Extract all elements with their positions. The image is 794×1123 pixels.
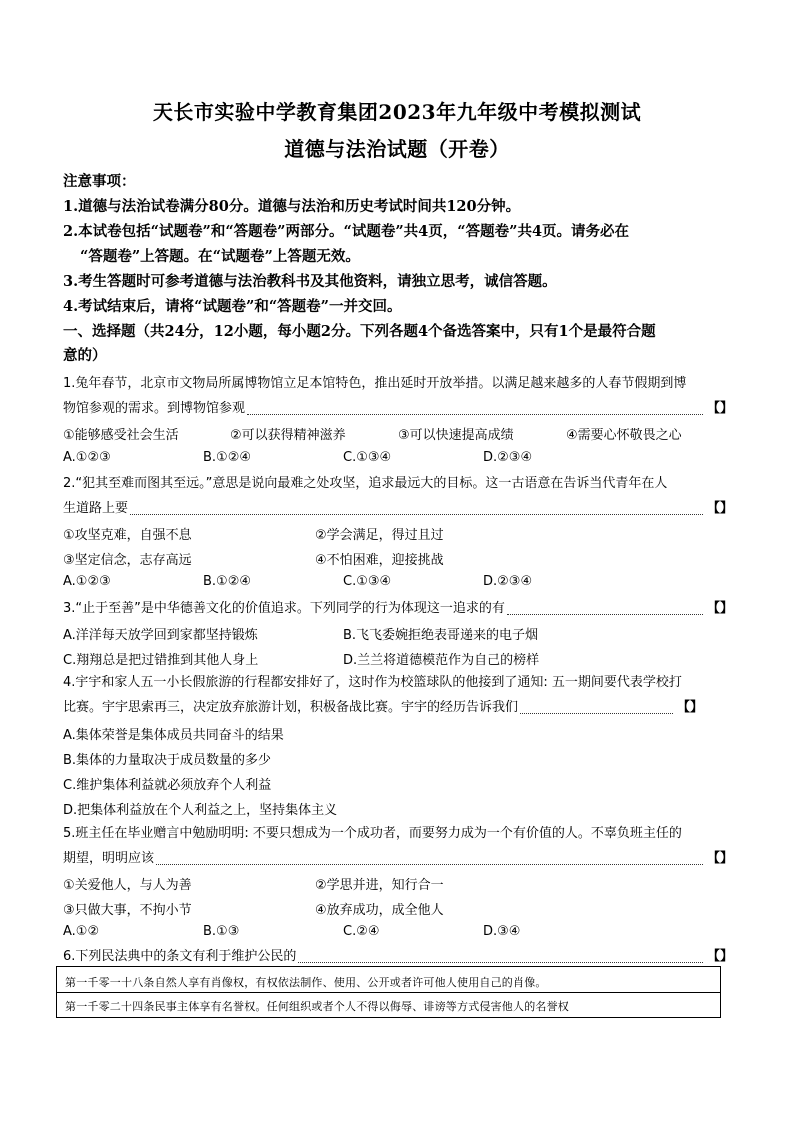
answer-bracket: 【】	[706, 851, 733, 866]
question-1-options	[63, 450, 733, 472]
law-articles-box	[56, 966, 721, 1018]
statement-item: ③坚定信念，志存高远	[63, 553, 192, 568]
answer-bracket: 【】	[706, 401, 733, 416]
statement-item: ①关爱他人，与人为善	[63, 878, 192, 893]
question-stem: 1.兔年春节，北京市文物局所属博物馆立足本馆特色，推出延时开放举措。以满足越来越多的人春节假期到博	[63, 376, 687, 391]
question-2-items-row2	[63, 549, 733, 571]
question-stem: 5.班主任在毕业赠言中勉励明明: 不要只想成为一个成功者，而要努力成为一个有价值的人。不辜负班主任的	[63, 826, 682, 841]
answer-option: A.①②	[63, 924, 100, 939]
answer-bracket: 【】	[676, 700, 703, 715]
answer-option: B.①②④	[203, 450, 252, 465]
question-stem: 比赛。宇宇思索再三，决定放弃旅游计划，积极备战比赛。宇宇的经历告诉我们	[63, 700, 519, 715]
question-4-option-b	[63, 749, 733, 771]
law-article-1018: 第一千零一十八条自然人享有肖像权，有权依法制作、使用、公开或者许可他人使用自己的肖像。	[65, 976, 547, 989]
statement-item: ②学会满足，得过且过	[315, 528, 444, 543]
question-5-items-row2	[63, 899, 733, 921]
answer-option: A.①②③	[63, 574, 111, 589]
notice-item-3: 3.考生答题时可参考道德与法治教科书及其他资料，请独立思考，诚信答题。	[63, 273, 557, 290]
answer-option: C.①③④	[343, 574, 392, 589]
exam-title: 天长市实验中学教育集团2023年九年级中考模拟测试	[152, 100, 642, 124]
question-2	[63, 471, 733, 521]
question-4-option-c	[63, 774, 733, 796]
question-stem: 6.下列民法典中的条文有利于维护公民的	[63, 949, 297, 964]
question-3	[63, 596, 733, 621]
answer-option: A.洋洋每天放学回到家都坚持锻炼	[63, 628, 258, 643]
question-4-option-a	[63, 724, 733, 746]
statement-item: ③只做大事，不拘小节	[63, 903, 192, 918]
answer-option: C.维护集体利益就必须放弃个人利益	[63, 778, 272, 793]
notice-item-2-cont: “答题卷”上答题。在“试题卷”上答题无效。	[80, 248, 360, 265]
notice-item-4: 4.考试结束后，请将“试题卷”和“答题卷”一并交回。	[63, 298, 402, 315]
answer-option: D.③④	[483, 924, 521, 939]
answer-option: D.兰兰将道德模范作为自己的榜样	[343, 653, 540, 668]
notice-item-2: 2.本试卷包括“试题卷”和“答题卷”两部分。“试题卷”共4页，“答题卷”共4页。请务必在	[63, 223, 630, 240]
answer-option: C.①③④	[343, 450, 392, 465]
answer-option: B.飞飞委婉拒绝表哥递来的电子烟	[343, 628, 539, 643]
question-stem: 物馆参观的需求。到博物馆参观	[63, 401, 246, 416]
statement-item: ②可以获得精神滋养	[230, 428, 346, 443]
answer-option: D.②③④	[483, 450, 533, 465]
question-stem: 生道路上要	[63, 501, 129, 516]
question-5-options	[63, 924, 733, 946]
question-2-items-row1	[63, 524, 733, 546]
law-article-1024: 第一千零二十四条民事主体享有名誉权。任何组织或者个人不得以侮辱、诽谤等方式侵害他人的名誉权	[65, 1000, 569, 1013]
question-3-options-row2	[63, 649, 733, 671]
answer-bracket: 【】	[706, 949, 733, 964]
statement-item: ④不怕困难，迎接挑战	[315, 553, 444, 568]
section-heading: 一、选择题（共24分，12小题，每小题2分。下列各题4个备选答案中，只有1个是最符合题	[63, 323, 656, 340]
answer-option: D.把集体利益放在个人利益之上，坚持集体主义	[63, 803, 338, 818]
statement-item: ④需要心怀敬畏之心	[566, 428, 682, 443]
answer-option: B.集体的力量取决于成员数量的多少	[63, 753, 272, 768]
question-5-items-row1	[63, 874, 733, 896]
answer-option: C.翔翔总是把过错推到其他人身上	[63, 653, 259, 668]
answer-bracket: 【】	[706, 601, 733, 616]
question-4	[63, 670, 733, 720]
question-3-options-row1	[63, 624, 733, 646]
law-box-divider	[57, 992, 720, 993]
question-4-option-d	[63, 799, 733, 821]
answer-option: C.②④	[343, 924, 380, 939]
notice-item-1: 1.道德与法治试卷满分80分。道德与法治和历史考试时间共120分钟。	[63, 198, 521, 215]
section-heading-cont: 意的）	[63, 347, 107, 364]
question-2-options	[63, 574, 733, 596]
answer-option: B.①②④	[203, 574, 252, 589]
statement-item: ③可以快速提高成绩	[398, 428, 514, 443]
answer-bracket: 【】	[706, 501, 733, 516]
notice-heading: 注意事项：	[63, 173, 136, 190]
statement-item: ④放弃成功，成全他人	[315, 903, 444, 918]
question-1	[63, 371, 733, 421]
question-5	[63, 821, 733, 871]
question-stem: 4.宇宇和家人五一小长假旅游的行程都安排好了，这时作为校篮球队的他接到了通知: 五一期间要代表学校打	[63, 675, 682, 690]
question-1-items	[63, 424, 733, 446]
answer-option: B.①③	[203, 924, 240, 939]
question-stem: 期望，明明应该	[63, 851, 155, 866]
answer-option: D.②③④	[483, 574, 533, 589]
answer-option: A.①②③	[63, 450, 111, 465]
statement-item: ①攻坚克难，自强不息	[63, 528, 192, 543]
question-stem: 2.“犯其至难而图其至远。”意思是说向最难之处攻坚，追求最远大的目标。这一古语意在告诉当代青年在人	[63, 476, 668, 491]
statement-item: ②学思并进，知行合一	[315, 878, 444, 893]
answer-option: A.集体荣誉是集体成员共同奋斗的结果	[63, 728, 284, 743]
exam-subtitle: 道德与法治试题（开卷）	[284, 137, 510, 161]
question-stem: 3.“止于至善”是中华德善文化的价值追求。下列同学的行为体现这一追求的有	[63, 601, 505, 616]
statement-item: ①能够感受社会生活	[63, 428, 179, 443]
